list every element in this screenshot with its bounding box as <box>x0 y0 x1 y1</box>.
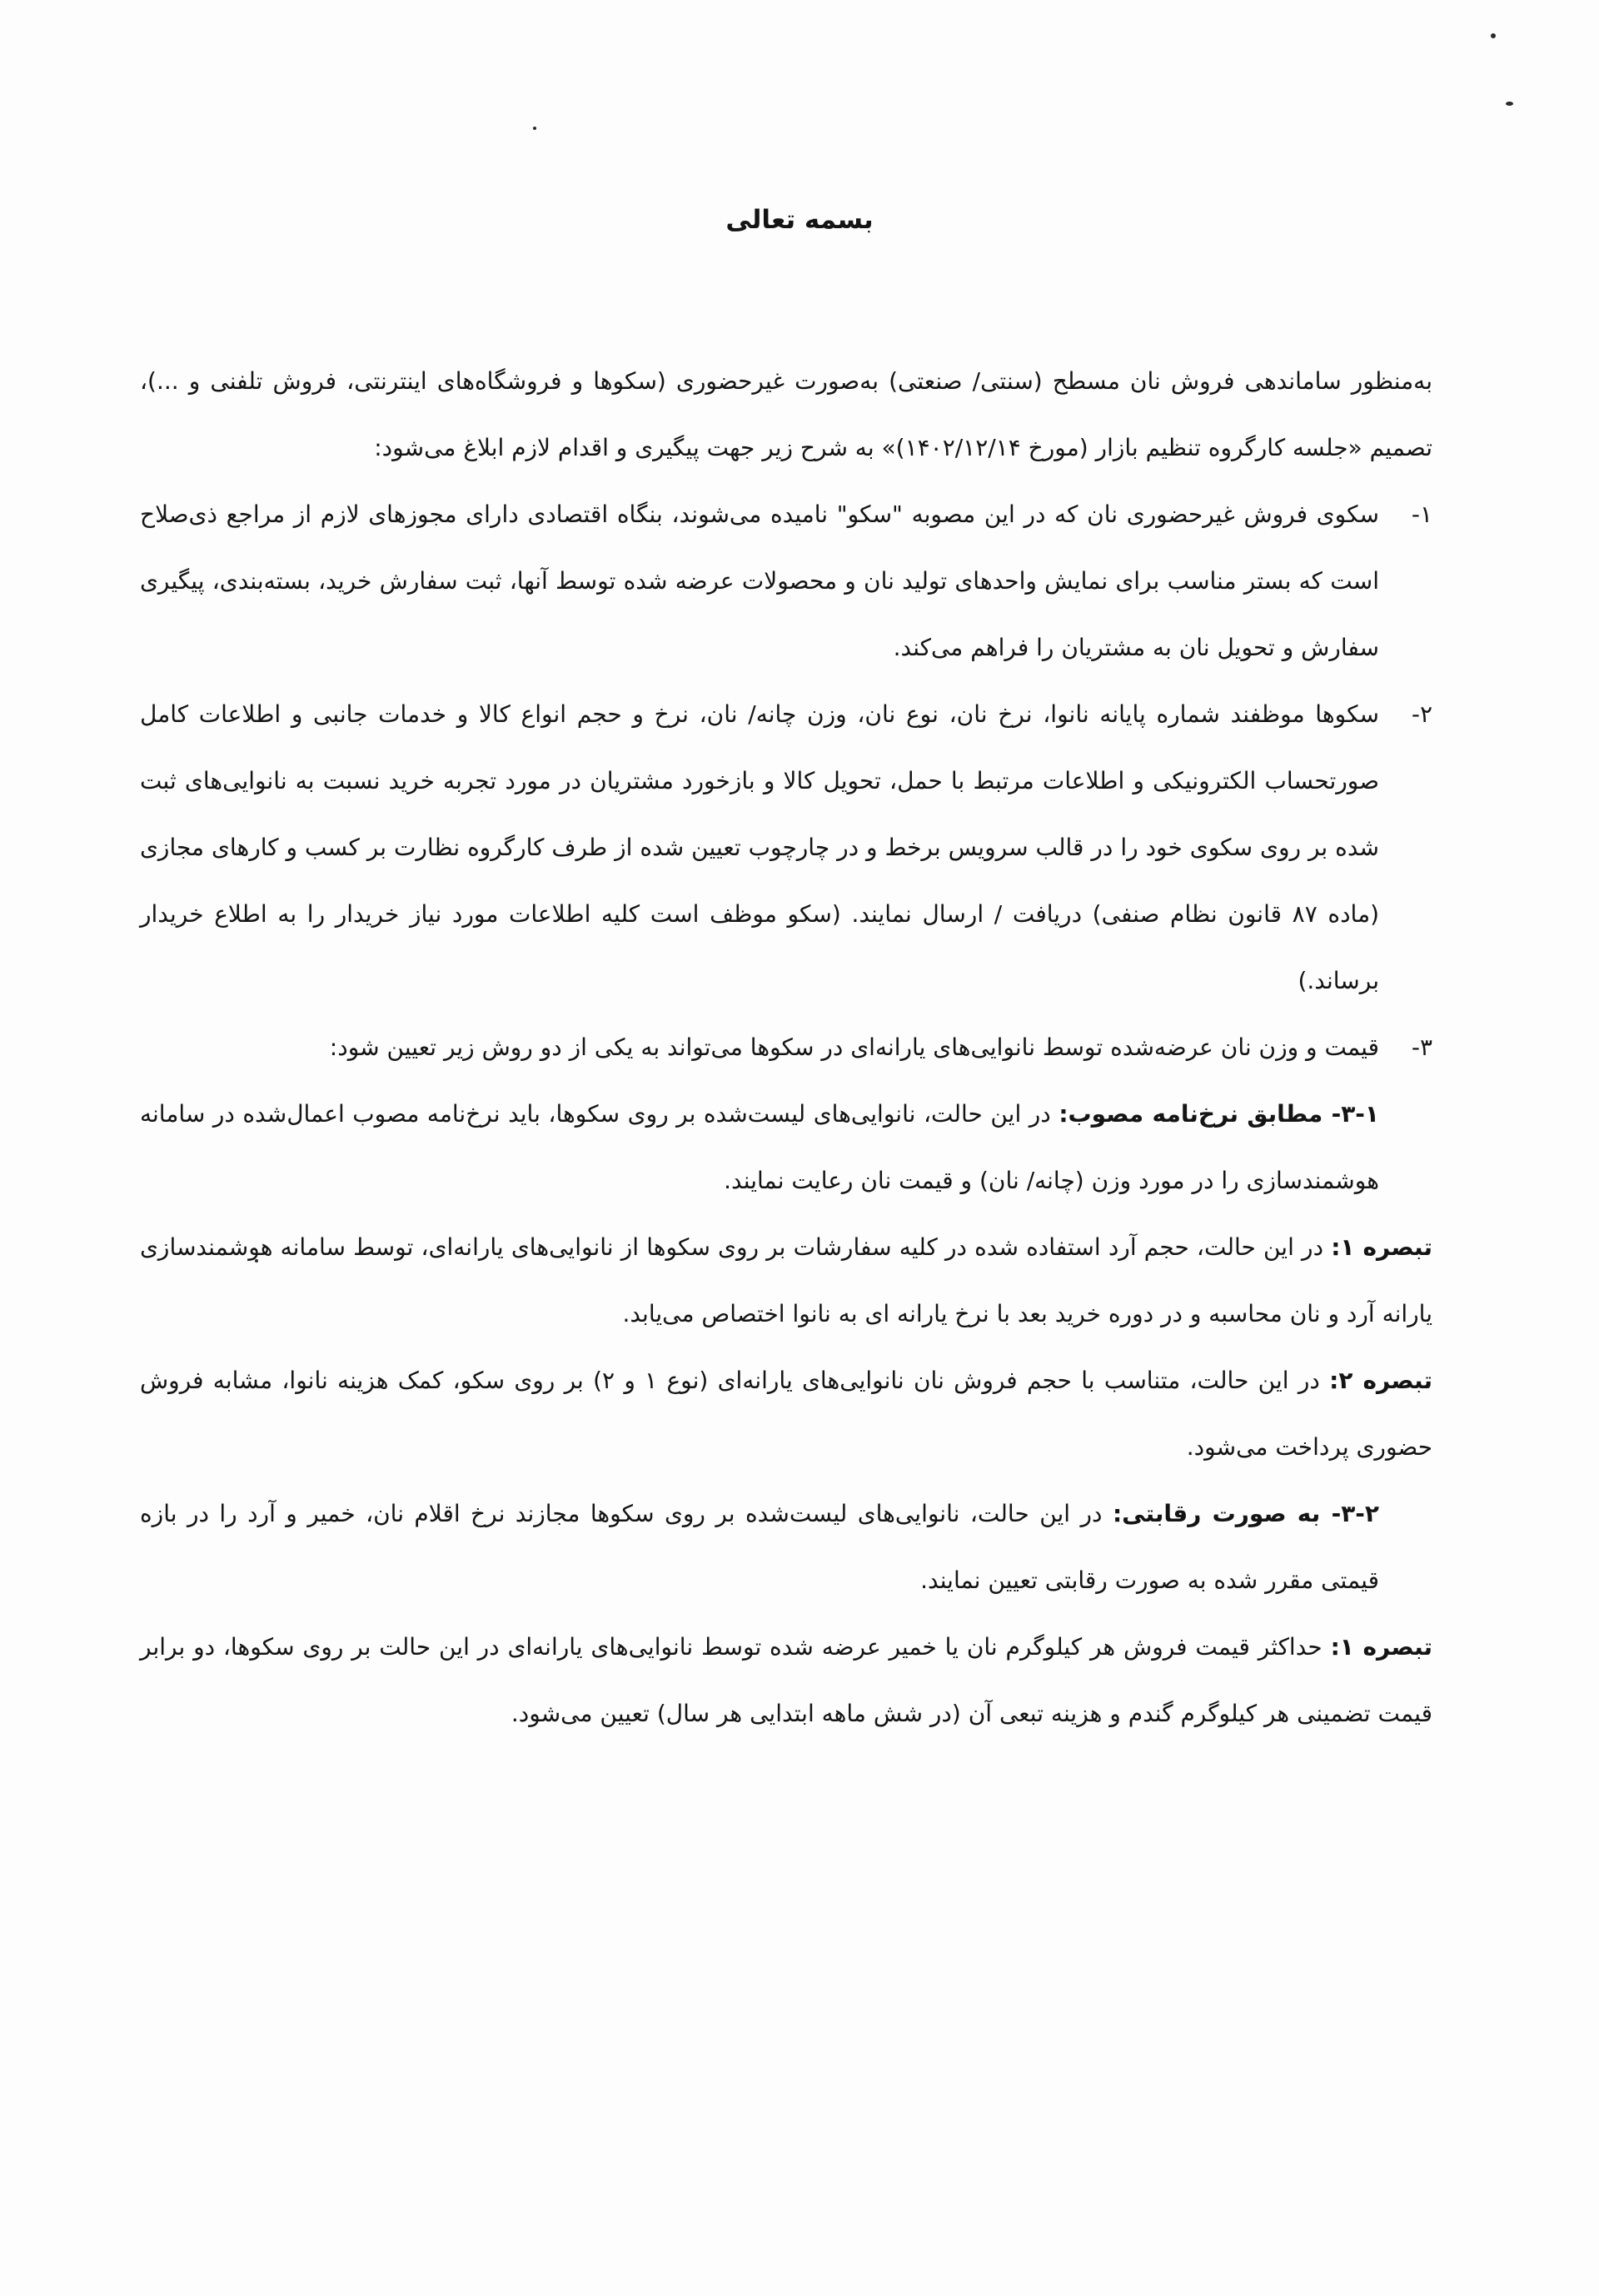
document-body <box>140 348 1432 1747</box>
item-number: ۳- <box>1411 1033 1432 1061</box>
subsection-3-1 <box>140 1081 1432 1214</box>
scan-speck <box>533 127 536 130</box>
list-item <box>140 481 1432 681</box>
note-paragraph <box>140 1214 1432 1347</box>
item-number: ۲- <box>1411 700 1432 728</box>
note-label: تبصره ۱: <box>1331 1233 1433 1261</box>
subsection-3-2 <box>140 1481 1432 1614</box>
scan-speck <box>1506 102 1513 106</box>
item-text: سکوها موظفند شماره پایانه نانوا، نرخ نان، نوع نان، وزن چانه/ نان، نرخ و حجم انواع کالا و خدمات جانبی و اطلاعات کامل صورتحساب الکترونیکی و اطلاعات مرتبط با حمل، تحویل کالا و بازخورد مشتریان در مورد تجربه خرید نسبت به نانوایی‌های ثبت شده بر روی سکوی خود را در قالب سرویس برخط و در چارچوب تعیین شده از طرف کارگروه نظارت بر کسب و کارهای مجازی (ماده ۸۷ قانون نظام صنفی) دریافت / ارسال نمایند. (سکو موظف است کلیه اطلاعات مورد نیاز خریدار را به اطلاع خریدار برساند.) <box>140 700 1379 994</box>
subsection-label: ۳-۲- به صورت رقابتی: <box>1112 1500 1379 1527</box>
list-item <box>140 681 1432 1014</box>
subsection-text: در این حالت، نانوایی‌های لیست‌شده بر روی سکوها، باید نرخ‌نامه مصوب اعمال‌شده در سامانه هوشمندسازی را در مورد وزن (چانه/ نان) و قیمت نان رعایت نمایند. <box>140 1100 1379 1194</box>
note-paragraph <box>140 1614 1432 1747</box>
note-text: در این حالت، حجم آرد استفاده شده در کلیه سفارشات بر روی سکوها از نانوایی‌های یارانه‌ای، توسط سامانه هوشمندسازی یارانه آرد و نان محاسبه و در دوره خرید بعد با نرخ یارانه ای به نانوا اختصاص می‌یابد. <box>140 1233 1432 1327</box>
subsection-text: در این حالت، نانوایی‌های لیست‌شده بر روی سکوها مجازند نرخ اقلام نان، خمیر و آرد را در بازه قیمتی مقرر شده به صورت رقابتی تعیین نمایند. <box>140 1500 1379 1594</box>
note-text: حداکثر قیمت فروش هر کیلوگرم نان یا خمیر عرضه شده توسط نانوایی‌های یارانه‌ای در این حالت بر روی سکوها، دو برابر قیمت تضمینی هر کیلوگرم گندم و هزینه تبعی آن (در شش ماهه ابتدایی هر سال) تعیین می‌شود. <box>140 1633 1432 1727</box>
note-text: در این حالت، متناسب با حجم فروش نان نانوایی‌های یارانه‌ای (نوع ۱ و ۲) بر روی سکو، کمک هزینه نانوا، مشابه فروش حضوری پرداخت می‌شود. <box>140 1367 1432 1461</box>
scan-speck <box>1491 33 1496 38</box>
item-text: قیمت و وزن نان عرضه‌شده توسط نانوایی‌های یارانه‌ای در سکوها می‌تواند به یکی از دو روش زیر تعیین شود: <box>329 1033 1379 1061</box>
note-label: تبصره ۲: <box>1329 1367 1433 1394</box>
subsection-label: ۳-۱- مطابق نرخ‌نامه مصوب: <box>1059 1100 1380 1128</box>
item-text: سکوی فروش غیرحضوری نان که در این مصوبه "سکو" نامیده می‌شوند، بنگاه اقتصادی دارای مجوزهای لازم از مراجع ذی‌صلاح است که بستر مناسب برای نمایش واحدهای تولید نان و محصولات عرضه شده توسط آنها، ثبت سفارش خرید، بسته‌بندی، پیگیری سفارش و تحویل نان به مشتریان را فراهم می‌کند. <box>140 501 1379 661</box>
item-number: ۱- <box>1411 501 1432 528</box>
document-title: بسمه تعالی <box>725 205 874 235</box>
note-paragraph <box>140 1347 1432 1481</box>
note-label: تبصره ۱: <box>1330 1633 1433 1661</box>
list-item <box>140 1014 1432 1081</box>
intro-paragraph: به‌منظور ساماندهی فروش نان مسطح (سنتی/ صنعتی) به‌صورت غیرحضوری (سکوها و فروشگاه‌های اینترنتی، فروش تلفنی و ...)، تصمیم «جلسه کارگروه تنظیم بازار (مورخ ۱۴۰۲/۱۲/۱۴)» به شرح زیر جهت پیگیری و اقدام لازم ابلاغ می‌شود: <box>140 367 1432 461</box>
